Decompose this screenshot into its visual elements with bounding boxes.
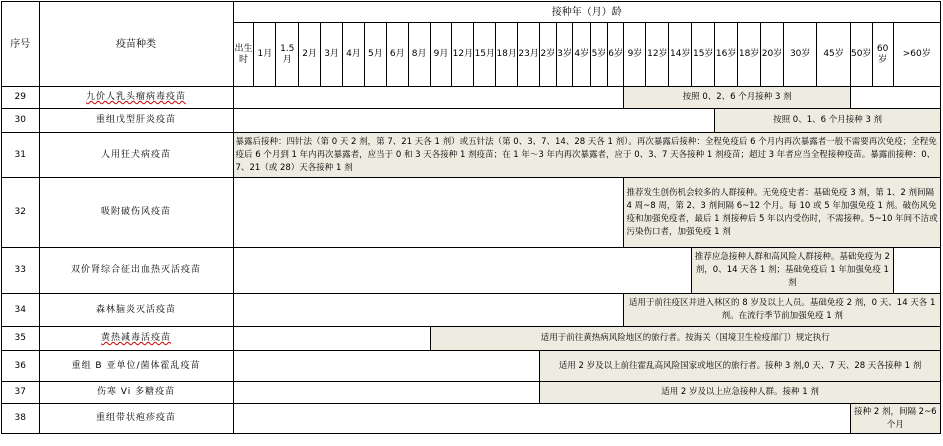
age-column-header: 4月: [343, 23, 365, 87]
age-column-header: 14岁: [669, 23, 692, 87]
table-row: [2, 248, 941, 294]
row-number: 30: [2, 109, 40, 133]
blank-cell: [893, 248, 941, 294]
schedule-note: 推荐发生创伤机会较多的人群接种。无免疫史者：基础免疫 3 剂，第 1、2 剂间隔 4 周~8 周，第 2、3 剂间隔 6~12 个月。每 10 或 5 年加强免疫 1 剂。破伤风免疫和加强免疫者，最后 1 剂接种后 5 年以内受伤时，不需接种。5~10 年间不洁或污染伤口者，加强免疫 1 剂: [624, 178, 941, 248]
age-column-header: 6岁: [607, 23, 624, 87]
blank-cell: [233, 294, 624, 327]
table-row: [2, 178, 941, 248]
header-age-group: 接种年（月）龄: [233, 2, 940, 23]
schedule-note: 暴露后接种：四针法（第 0 天 2 剂，第 7、21 天各 1 剂）或五针法（第 0、3、7、14、28 天各 1 剂）。再次暴露后接种：全程免疫后 6 个月内再次暴露者一般不需要再次免疫；全程免疫后 6 个月到 1 年内再次暴露者，应当于 0 和 3 天各接种 1 剂疫苗；在 1 年～3 年内再次暴露者，应于 0、3、7 天各接种 1 剂疫苗；超过 3 年者应当全程接种疫苗。暴露前接种：0、7、21（或 28）天各接种 1 剂: [233, 133, 940, 178]
schedule-note: 适用于前往黄热病风险地区的旅行者。按海关（国境卫生检疫部门）规定执行: [430, 327, 940, 351]
row-number: 36: [2, 351, 40, 382]
schedule-note: 按照 0、1、6 个月接种 3 剂: [715, 109, 941, 133]
age-column-header: 3月: [321, 23, 343, 87]
age-column-header: 18月: [496, 23, 518, 87]
age-column-header: 9月: [430, 23, 452, 87]
row-number: 33: [2, 248, 40, 294]
age-column-header: 12岁: [646, 23, 669, 87]
blank-cell: [233, 351, 539, 382]
age-column-header: 8月: [408, 23, 430, 87]
schedule-note: 按照 0、2、6 个月接种 3 剂: [624, 87, 850, 109]
table-row: [2, 109, 941, 133]
age-column-header: 23月: [518, 23, 540, 87]
age-column-header: 2岁: [540, 23, 557, 87]
schedule-note: 适用 2 岁及以上应急接种人群。接种 1 剂: [540, 382, 941, 404]
age-column-header: 3岁: [556, 23, 573, 87]
age-column-header: 1.5月: [276, 23, 299, 87]
age-column-header: 1月: [254, 23, 276, 87]
vaccine-name: 双价肾综合征出血热灭活疫苗: [39, 248, 233, 294]
age-column-header: 15岁: [692, 23, 715, 87]
blank-cell: [233, 87, 624, 109]
age-column-header: 出生时: [233, 23, 254, 87]
blank-cell: [233, 327, 430, 351]
vaccine-name: 人用狂犬病疫苗: [39, 133, 233, 178]
table-row: [2, 382, 941, 404]
vaccine-name: 重组带状疱疹疫苗: [39, 404, 233, 434]
schedule-note: 推荐应急接种人群和高风险人群接种。基础免疫为 2 剂，0、14 天各 1 剂；基础免疫后 1 年加强免疫 1 剂: [692, 248, 893, 294]
vaccine-schedule-table: [1, 1, 941, 434]
vaccine-name-text: 九价人乳头瘤病毒疫苗: [86, 92, 187, 102]
vaccine-name: 伤寒 Vi 多糖疫苗: [39, 382, 233, 404]
table-row: [2, 294, 941, 327]
age-column-header: 60岁: [872, 23, 893, 87]
blank-cell: [233, 382, 539, 404]
table-row: [2, 351, 941, 382]
age-column-header: 4岁: [573, 23, 591, 87]
age-column-header: 15月: [474, 23, 496, 87]
vaccine-name: [39, 327, 233, 351]
vaccine-name: 重组戊型肝炎疫苗: [39, 109, 233, 133]
header-index: 序号: [2, 2, 40, 87]
age-column-header: 30岁: [784, 23, 817, 87]
age-column-header: 6月: [386, 23, 408, 87]
row-number: 31: [2, 133, 40, 178]
age-column-header: 50岁: [850, 23, 872, 87]
age-column-header: >60岁: [893, 23, 941, 87]
table-row: [2, 327, 941, 351]
schedule-note: 适用 2 岁及以上前往霍乱高风险国家或地区的旅行者。接种 3 剂,0 天、7 天、28 天各接种 1 剂: [540, 351, 941, 382]
row-number: 29: [2, 87, 40, 109]
age-column-header: 12月: [452, 23, 474, 87]
schedule-note: 接种 2 剂，间隔 2~6 个月: [850, 404, 940, 434]
age-column-header: 5岁: [591, 23, 608, 87]
age-column-header: 9岁: [624, 23, 646, 87]
vaccine-name: 森林脑炎灭活疫苗: [39, 294, 233, 327]
table-row: [2, 404, 941, 434]
age-column-header: 2月: [299, 23, 321, 87]
row-number: 37: [2, 382, 40, 404]
row-number: 35: [2, 327, 40, 351]
age-column-header: 16岁: [715, 23, 738, 87]
age-column-header: 18岁: [738, 23, 761, 87]
age-column-header: 45岁: [817, 23, 850, 87]
blank-cell: [233, 248, 692, 294]
schedule-note: 适用于前往疫区并进入林区的 8 岁及以上人员。基础免疫 2 剂，0 天、14 天各 1 剂。在流行季节前加强免疫 1 剂: [624, 294, 941, 327]
row-number: 32: [2, 178, 40, 248]
blank-cell: [233, 178, 624, 248]
vaccine-name: 吸附破伤风疫苗: [39, 178, 233, 248]
row-number: 34: [2, 294, 40, 327]
vaccine-name-text: 黄热减毒活疫苗: [101, 333, 172, 343]
blank-cell: [233, 109, 715, 133]
table-row: [2, 133, 941, 178]
blank-cell: [850, 87, 940, 109]
table-row: [2, 87, 941, 109]
header-vaccine-type: 疫苗种类: [39, 2, 233, 87]
age-column-header: 20岁: [761, 23, 784, 87]
blank-cell: [233, 404, 850, 434]
age-column-header: 5月: [364, 23, 386, 87]
row-number: 38: [2, 404, 40, 434]
vaccine-name: 重组 B 亚单位/菌体霍乱疫苗: [39, 351, 233, 382]
vaccine-name: [39, 87, 233, 109]
